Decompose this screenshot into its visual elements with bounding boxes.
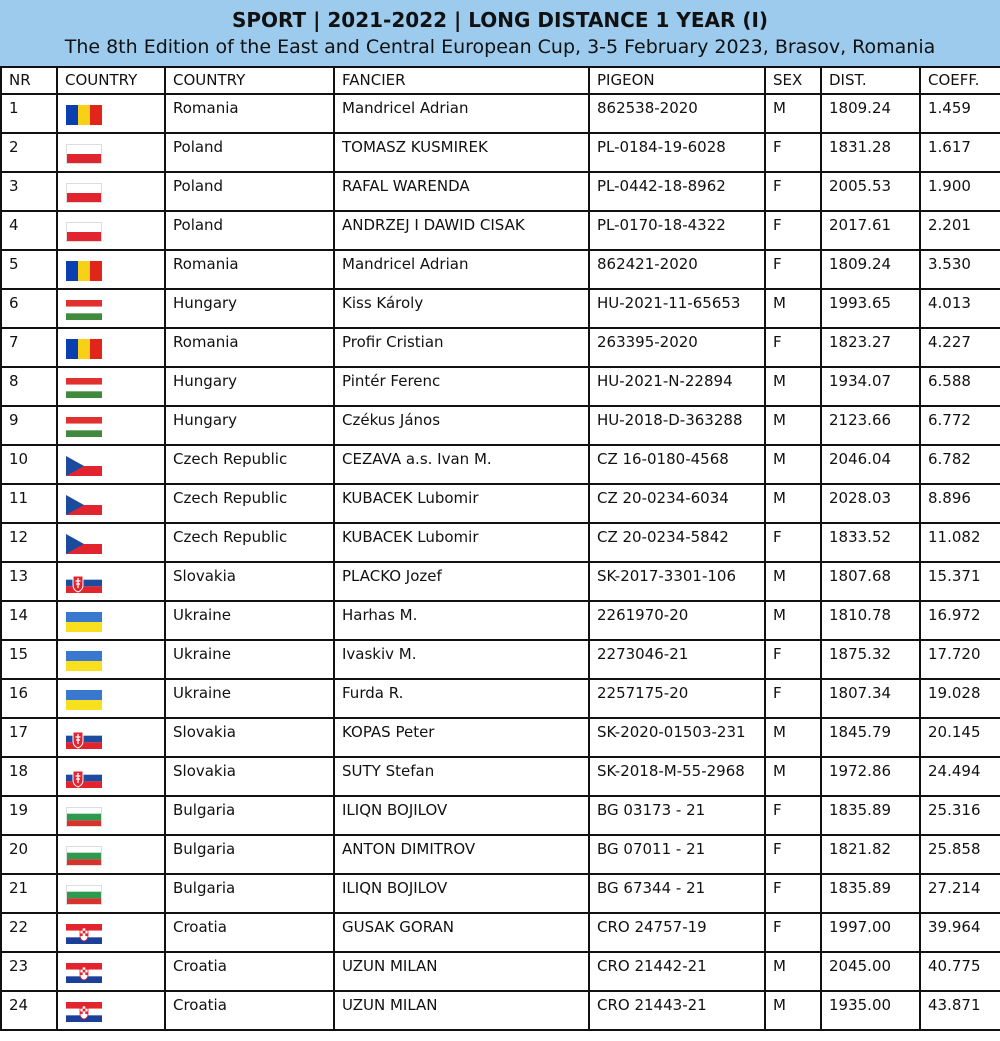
cell-dist: 1807.68 bbox=[821, 562, 920, 601]
cell-dist: 2123.66 bbox=[821, 406, 920, 445]
col-header-country: COUNTRY bbox=[165, 67, 334, 94]
cell-sex: M bbox=[765, 406, 821, 445]
cell-coeff: 2.201 bbox=[920, 211, 1000, 250]
cell-flag bbox=[57, 913, 165, 952]
cell-nr: 17 bbox=[1, 718, 57, 757]
cell-nr: 22 bbox=[1, 913, 57, 952]
cell-dist: 2046.04 bbox=[821, 445, 920, 484]
cell-coeff: 11.082 bbox=[920, 523, 1000, 562]
cell-country: Ukraine bbox=[165, 679, 334, 718]
cell-nr: 3 bbox=[1, 172, 57, 211]
cell-dist: 2045.00 bbox=[821, 952, 920, 991]
cell-fancier: KUBACEK Lubomir bbox=[334, 523, 589, 562]
poland-flag-icon bbox=[66, 183, 102, 203]
cell-coeff: 4.013 bbox=[920, 289, 1000, 328]
col-header-pigeon: PIGEON bbox=[589, 67, 765, 94]
cell-dist: 2028.03 bbox=[821, 484, 920, 523]
cell-country: Romania bbox=[165, 328, 334, 367]
cell-fancier: Mandricel Adrian bbox=[334, 250, 589, 289]
slovakia-flag-icon bbox=[66, 768, 102, 788]
cell-coeff: 43.871 bbox=[920, 991, 1000, 1030]
page-header bbox=[0, 0, 1000, 66]
cell-country: Croatia bbox=[165, 952, 334, 991]
cell-sex: F bbox=[765, 172, 821, 211]
cell-dist: 1845.79 bbox=[821, 718, 920, 757]
table-row bbox=[1, 133, 1000, 172]
cell-sex: F bbox=[765, 328, 821, 367]
cell-coeff: 17.720 bbox=[920, 640, 1000, 679]
cell-fancier: Profir Cristian bbox=[334, 328, 589, 367]
cell-nr: 20 bbox=[1, 835, 57, 874]
cell-sex: M bbox=[765, 601, 821, 640]
croatia-flag-icon bbox=[66, 1002, 102, 1022]
cell-coeff: 24.494 bbox=[920, 757, 1000, 796]
cell-nr: 7 bbox=[1, 328, 57, 367]
cell-fancier: TOMASZ KUSMIREK bbox=[334, 133, 589, 172]
cell-sex: M bbox=[765, 991, 821, 1030]
cell-country: Romania bbox=[165, 250, 334, 289]
cell-nr: 24 bbox=[1, 991, 57, 1030]
cell-nr: 5 bbox=[1, 250, 57, 289]
czech-flag-icon bbox=[66, 495, 102, 515]
cell-pigeon: CRO 21442-21 bbox=[589, 952, 765, 991]
cell-pigeon: 862538-2020 bbox=[589, 94, 765, 133]
cell-sex: M bbox=[765, 94, 821, 133]
cell-country: Poland bbox=[165, 211, 334, 250]
romania-flag-icon bbox=[66, 339, 102, 359]
table-row bbox=[1, 289, 1000, 328]
cell-coeff: 15.371 bbox=[920, 562, 1000, 601]
cell-flag bbox=[57, 835, 165, 874]
cell-pigeon: CRO 24757-19 bbox=[589, 913, 765, 952]
cell-coeff: 25.858 bbox=[920, 835, 1000, 874]
cell-pigeon: CZ 16-0180-4568 bbox=[589, 445, 765, 484]
cell-coeff: 19.028 bbox=[920, 679, 1000, 718]
cell-coeff: 6.782 bbox=[920, 445, 1000, 484]
col-header-dist: DIST. bbox=[821, 67, 920, 94]
ukraine-flag-icon bbox=[66, 690, 102, 710]
cell-fancier: KUBACEK Lubomir bbox=[334, 484, 589, 523]
cell-sex: F bbox=[765, 250, 821, 289]
cell-flag bbox=[57, 172, 165, 211]
cell-nr: 2 bbox=[1, 133, 57, 172]
bulgaria-flag-icon bbox=[66, 846, 102, 866]
table-row bbox=[1, 640, 1000, 679]
table-row bbox=[1, 523, 1000, 562]
cell-dist: 1831.28 bbox=[821, 133, 920, 172]
ukraine-flag-icon bbox=[66, 651, 102, 671]
table-row bbox=[1, 328, 1000, 367]
croatia-flag-icon bbox=[66, 963, 102, 983]
romania-flag-icon bbox=[66, 261, 102, 281]
cell-dist: 1997.00 bbox=[821, 913, 920, 952]
cell-flag bbox=[57, 289, 165, 328]
cell-nr: 18 bbox=[1, 757, 57, 796]
col-header-nr: NR bbox=[1, 67, 57, 94]
cell-coeff: 4.227 bbox=[920, 328, 1000, 367]
table-row bbox=[1, 835, 1000, 874]
cell-pigeon: CZ 20-0234-5842 bbox=[589, 523, 765, 562]
cell-sex: M bbox=[765, 289, 821, 328]
cell-fancier: ANTON DIMITROV bbox=[334, 835, 589, 874]
cell-fancier: GUSAK GORAN bbox=[334, 913, 589, 952]
cell-country: Ukraine bbox=[165, 640, 334, 679]
cell-pigeon: BG 07011 - 21 bbox=[589, 835, 765, 874]
cell-coeff: 16.972 bbox=[920, 601, 1000, 640]
table-row bbox=[1, 718, 1000, 757]
cell-dist: 1934.07 bbox=[821, 367, 920, 406]
cell-fancier: Harhas M. bbox=[334, 601, 589, 640]
cell-coeff: 40.775 bbox=[920, 952, 1000, 991]
cell-country: Bulgaria bbox=[165, 796, 334, 835]
results-table bbox=[0, 66, 1000, 1031]
cell-country: Romania bbox=[165, 94, 334, 133]
cell-nr: 12 bbox=[1, 523, 57, 562]
cell-sex: F bbox=[765, 523, 821, 562]
table-row bbox=[1, 952, 1000, 991]
cell-flag bbox=[57, 718, 165, 757]
cell-pigeon: SK-2020-01503-231 bbox=[589, 718, 765, 757]
cell-coeff: 6.588 bbox=[920, 367, 1000, 406]
cell-sex: F bbox=[765, 640, 821, 679]
table-row bbox=[1, 172, 1000, 211]
cell-fancier: UZUN MILAN bbox=[334, 991, 589, 1030]
cell-flag bbox=[57, 445, 165, 484]
table-row bbox=[1, 211, 1000, 250]
slovakia-flag-icon bbox=[66, 729, 102, 749]
cell-flag bbox=[57, 133, 165, 172]
cell-dist: 1823.27 bbox=[821, 328, 920, 367]
table-row bbox=[1, 874, 1000, 913]
table-row bbox=[1, 250, 1000, 289]
cell-pigeon: HU-2018-D-363288 bbox=[589, 406, 765, 445]
cell-nr: 19 bbox=[1, 796, 57, 835]
cell-fancier: PLACKO Jozef bbox=[334, 562, 589, 601]
cell-fancier: Czékus János bbox=[334, 406, 589, 445]
cell-flag bbox=[57, 952, 165, 991]
cell-flag bbox=[57, 796, 165, 835]
cell-nr: 8 bbox=[1, 367, 57, 406]
cell-coeff: 6.772 bbox=[920, 406, 1000, 445]
cell-flag bbox=[57, 367, 165, 406]
cell-fancier: CEZAVA a.s. Ivan M. bbox=[334, 445, 589, 484]
cell-sex: M bbox=[765, 718, 821, 757]
cell-sex: M bbox=[765, 367, 821, 406]
cell-coeff: 8.896 bbox=[920, 484, 1000, 523]
cell-fancier: SUTY Stefan bbox=[334, 757, 589, 796]
cell-country: Croatia bbox=[165, 991, 334, 1030]
table-row bbox=[1, 94, 1000, 133]
cell-nr: 11 bbox=[1, 484, 57, 523]
cell-pigeon: 862421-2020 bbox=[589, 250, 765, 289]
col-header-coeff: COEFF. bbox=[920, 67, 1000, 94]
cell-flag bbox=[57, 601, 165, 640]
table-row bbox=[1, 601, 1000, 640]
cell-flag bbox=[57, 484, 165, 523]
cell-fancier: ANDRZEJ I DAWID CISAK bbox=[334, 211, 589, 250]
cell-nr: 4 bbox=[1, 211, 57, 250]
table-row bbox=[1, 445, 1000, 484]
cell-coeff: 3.530 bbox=[920, 250, 1000, 289]
cell-pigeon: PL-0184-19-6028 bbox=[589, 133, 765, 172]
cell-coeff: 27.214 bbox=[920, 874, 1000, 913]
cell-country: Bulgaria bbox=[165, 835, 334, 874]
cell-country: Poland bbox=[165, 133, 334, 172]
ukraine-flag-icon bbox=[66, 612, 102, 632]
cell-nr: 1 bbox=[1, 94, 57, 133]
cell-sex: F bbox=[765, 835, 821, 874]
romania-flag-icon bbox=[66, 105, 102, 125]
poland-flag-icon bbox=[66, 144, 102, 164]
cell-nr: 13 bbox=[1, 562, 57, 601]
col-header-sex: SEX bbox=[765, 67, 821, 94]
col-header-country-flag: COUNTRY bbox=[57, 67, 165, 94]
cell-fancier: ILIQN BOJILOV bbox=[334, 874, 589, 913]
cell-fancier: Mandricel Adrian bbox=[334, 94, 589, 133]
page-subtitle: The 8th Edition of the East and Central European Cup, 3-5 February 2023, Brasov, Romania bbox=[64, 36, 936, 58]
cell-pigeon: 2257175-20 bbox=[589, 679, 765, 718]
bulgaria-flag-icon bbox=[66, 807, 102, 827]
cell-dist: 2005.53 bbox=[821, 172, 920, 211]
cell-dist: 1835.89 bbox=[821, 874, 920, 913]
cell-sex: M bbox=[765, 562, 821, 601]
cell-country: Hungary bbox=[165, 289, 334, 328]
cell-coeff: 1.459 bbox=[920, 94, 1000, 133]
cell-sex: F bbox=[765, 913, 821, 952]
table-row bbox=[1, 562, 1000, 601]
cell-country: Hungary bbox=[165, 406, 334, 445]
cell-dist: 1935.00 bbox=[821, 991, 920, 1030]
cell-country: Czech Republic bbox=[165, 445, 334, 484]
cell-flag bbox=[57, 640, 165, 679]
cell-coeff: 39.964 bbox=[920, 913, 1000, 952]
cell-flag bbox=[57, 211, 165, 250]
cell-pigeon: HU-2021-11-65653 bbox=[589, 289, 765, 328]
cell-dist: 1810.78 bbox=[821, 601, 920, 640]
cell-fancier: ILIQN BOJILOV bbox=[334, 796, 589, 835]
cell-flag bbox=[57, 406, 165, 445]
cell-sex: F bbox=[765, 874, 821, 913]
cell-country: Poland bbox=[165, 172, 334, 211]
czech-flag-icon bbox=[66, 456, 102, 476]
table-row bbox=[1, 367, 1000, 406]
cell-pigeon: SK-2017-3301-106 bbox=[589, 562, 765, 601]
cell-fancier: Pintér Ferenc bbox=[334, 367, 589, 406]
cell-pigeon: HU-2021-N-22894 bbox=[589, 367, 765, 406]
hungary-flag-icon bbox=[66, 417, 102, 437]
table-row bbox=[1, 757, 1000, 796]
cell-flag bbox=[57, 757, 165, 796]
cell-nr: 14 bbox=[1, 601, 57, 640]
cell-country: Slovakia bbox=[165, 718, 334, 757]
cell-sex: F bbox=[765, 679, 821, 718]
cell-flag bbox=[57, 94, 165, 133]
cell-fancier: KOPAS Peter bbox=[334, 718, 589, 757]
cell-dist: 1809.24 bbox=[821, 250, 920, 289]
cell-pigeon: BG 03173 - 21 bbox=[589, 796, 765, 835]
cell-fancier: Kiss Károly bbox=[334, 289, 589, 328]
slovakia-flag-icon bbox=[66, 573, 102, 593]
cell-dist: 1972.86 bbox=[821, 757, 920, 796]
cell-pigeon: SK-2018-M-55-2968 bbox=[589, 757, 765, 796]
cell-country: Slovakia bbox=[165, 757, 334, 796]
cell-sex: F bbox=[765, 133, 821, 172]
cell-pigeon: PL-0170-18-4322 bbox=[589, 211, 765, 250]
cell-pigeon: CRO 21443-21 bbox=[589, 991, 765, 1030]
hungary-flag-icon bbox=[66, 378, 102, 398]
cell-country: Czech Republic bbox=[165, 484, 334, 523]
page-title: SPORT | 2021-2022 | LONG DISTANCE 1 YEAR (I) bbox=[231, 8, 769, 32]
cell-flag bbox=[57, 562, 165, 601]
cell-coeff: 25.316 bbox=[920, 796, 1000, 835]
cell-nr: 21 bbox=[1, 874, 57, 913]
cell-pigeon: 2273046-21 bbox=[589, 640, 765, 679]
bulgaria-flag-icon bbox=[66, 885, 102, 905]
cell-dist: 1993.65 bbox=[821, 289, 920, 328]
czech-flag-icon bbox=[66, 534, 102, 554]
cell-sex: M bbox=[765, 484, 821, 523]
cell-country: Bulgaria bbox=[165, 874, 334, 913]
cell-pigeon: CZ 20-0234-6034 bbox=[589, 484, 765, 523]
cell-nr: 16 bbox=[1, 679, 57, 718]
cell-dist: 1875.32 bbox=[821, 640, 920, 679]
table-row bbox=[1, 913, 1000, 952]
table-row bbox=[1, 484, 1000, 523]
cell-nr: 23 bbox=[1, 952, 57, 991]
cell-fancier: RAFAL WARENDA bbox=[334, 172, 589, 211]
cell-dist: 2017.61 bbox=[821, 211, 920, 250]
cell-pigeon: 263395-2020 bbox=[589, 328, 765, 367]
cell-dist: 1807.34 bbox=[821, 679, 920, 718]
cell-sex: M bbox=[765, 445, 821, 484]
cell-sex: F bbox=[765, 211, 821, 250]
cell-coeff: 1.900 bbox=[920, 172, 1000, 211]
table-row bbox=[1, 406, 1000, 445]
cell-fancier: Ivaskiv M. bbox=[334, 640, 589, 679]
cell-flag bbox=[57, 991, 165, 1030]
cell-country: Ukraine bbox=[165, 601, 334, 640]
cell-coeff: 20.145 bbox=[920, 718, 1000, 757]
cell-dist: 1835.89 bbox=[821, 796, 920, 835]
hungary-flag-icon bbox=[66, 300, 102, 320]
cell-pigeon: 2261970-20 bbox=[589, 601, 765, 640]
cell-dist: 1821.82 bbox=[821, 835, 920, 874]
cell-flag bbox=[57, 679, 165, 718]
table-row bbox=[1, 796, 1000, 835]
cell-pigeon: PL-0442-18-8962 bbox=[589, 172, 765, 211]
cell-flag bbox=[57, 250, 165, 289]
cell-sex: F bbox=[765, 796, 821, 835]
cell-dist: 1833.52 bbox=[821, 523, 920, 562]
cell-dist: 1809.24 bbox=[821, 94, 920, 133]
poland-flag-icon bbox=[66, 222, 102, 242]
cell-nr: 10 bbox=[1, 445, 57, 484]
cell-country: Hungary bbox=[165, 367, 334, 406]
table-row bbox=[1, 679, 1000, 718]
table-row bbox=[1, 991, 1000, 1030]
cell-nr: 6 bbox=[1, 289, 57, 328]
col-header-fancier: FANCIER bbox=[334, 67, 589, 94]
cell-country: Slovakia bbox=[165, 562, 334, 601]
cell-fancier: Furda R. bbox=[334, 679, 589, 718]
cell-coeff: 1.617 bbox=[920, 133, 1000, 172]
cell-sex: M bbox=[765, 952, 821, 991]
cell-flag bbox=[57, 874, 165, 913]
cell-pigeon: BG 67344 - 21 bbox=[589, 874, 765, 913]
cell-fancier: UZUN MILAN bbox=[334, 952, 589, 991]
croatia-flag-icon bbox=[66, 924, 102, 944]
cell-country: Czech Republic bbox=[165, 523, 334, 562]
table-header-row bbox=[1, 67, 1000, 94]
cell-flag bbox=[57, 328, 165, 367]
cell-nr: 9 bbox=[1, 406, 57, 445]
cell-nr: 15 bbox=[1, 640, 57, 679]
cell-sex: M bbox=[765, 757, 821, 796]
cell-flag bbox=[57, 523, 165, 562]
cell-country: Croatia bbox=[165, 913, 334, 952]
